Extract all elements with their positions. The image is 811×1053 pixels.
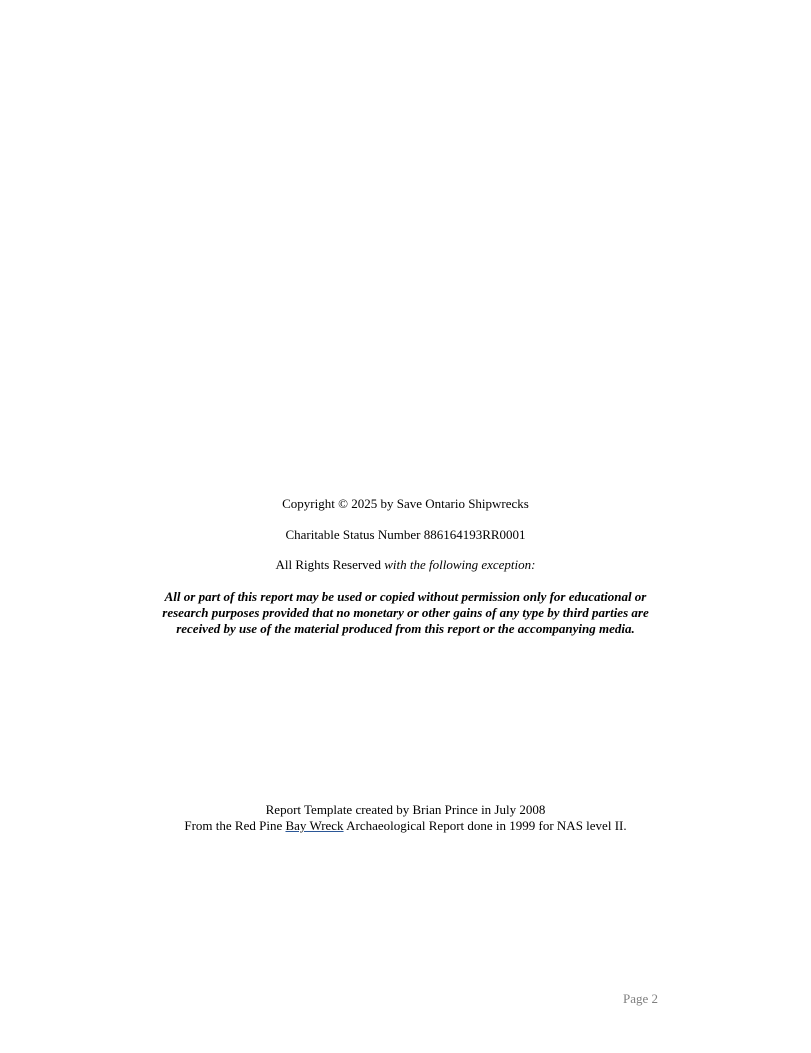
source-report-line [0,818,811,834]
source-report-prefix: From the Red Pine [184,818,286,833]
source-report-wreck-name: Bay Wreck [285,818,344,833]
source-report-suffix: Archaeological Report done in 1999 for NAS level II. [343,818,627,833]
usage-exception-paragraph: All or part of this report may be used or copied without permission only for educational or research purposes provided that no monetary or other gains of any type by third parties are received by use of the material produced from this report or the accompanying media. [162,589,649,636]
charitable-status-line: Charitable Status Number 886164193RR0001 [285,527,526,542]
template-credit-line: Report Template created by Brian Prince in July 2008 [265,802,546,817]
rights-reserved-text: All Rights Reserved [275,557,385,572]
copyright-line: Copyright © 2025 by Save Ontario Shipwrecks [282,496,529,511]
rights-reserved-line [0,557,811,573]
rights-exception-note: with the following exception: [384,557,536,572]
page-number: Page 2 [622,991,658,1006]
